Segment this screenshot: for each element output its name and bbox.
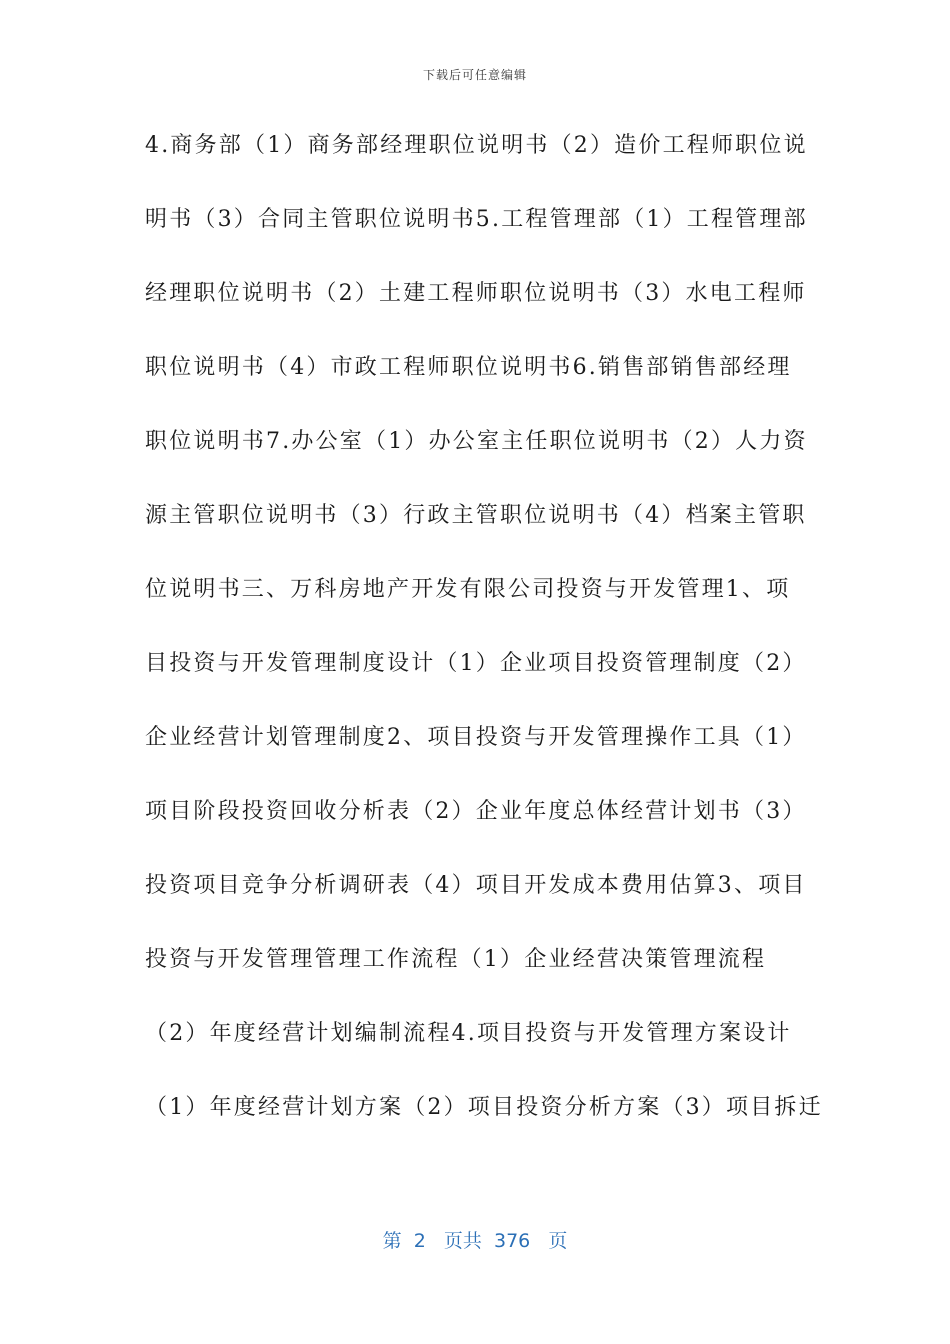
page-header: 下载后可任意编辑 — [422, 68, 527, 82]
body-line-11: 投资项目竞争分析调研表（4）项目开发成本费用估算3、项目 — [145, 873, 807, 898]
page-number-footer: 第 2 页共 376 页 — [382, 1230, 568, 1252]
body-line-6: 源主管职位说明书（3）行政主管职位说明书（4）档案主管职 — [145, 503, 807, 528]
body-line-3: 经理职位说明书（2）土建工程师职位说明书（3）水电工程师 — [145, 281, 807, 306]
body-line-10: 项目阶段投资回收分析表（2）企业年度总体经营计划书（3） — [145, 799, 807, 824]
body-line-2: 明书（3）合同主管职位说明书5.工程管理部（1）工程管理部 — [145, 207, 808, 232]
body-line-12: 投资与开发管理管理工作流程（1）企业经营决策管理流程 — [145, 947, 767, 972]
body-line-8: 目投资与开发管理制度设计（1）企业项目投资管理制度（2） — [145, 651, 807, 676]
body-line-5: 职位说明书7.办公室（1）办公室主任职位说明书（2）人力资 — [145, 429, 808, 454]
body-line-4: 职位说明书（4）市政工程师职位说明书6.销售部销售部经理 — [145, 355, 792, 380]
body-line-14: （1）年度经营计划方案（2）项目投资分析方案（3）项目拆迁 — [145, 1095, 823, 1120]
body-line-7: 位说明书三、万科房地产开发有限公司投资与开发管理1、项 — [145, 577, 791, 602]
body-line-9: 企业经营计划管理制度2、项目投资与开发管理操作工具（1） — [145, 725, 807, 750]
document-body — [145, 124, 823, 1160]
body-line-1: 4.商务部（1）商务部经理职位说明书（2）造价工程师职位说 — [145, 133, 808, 158]
body-line-13: （2）年度经营计划编制流程4.项目投资与开发管理方案设计 — [145, 1021, 792, 1046]
